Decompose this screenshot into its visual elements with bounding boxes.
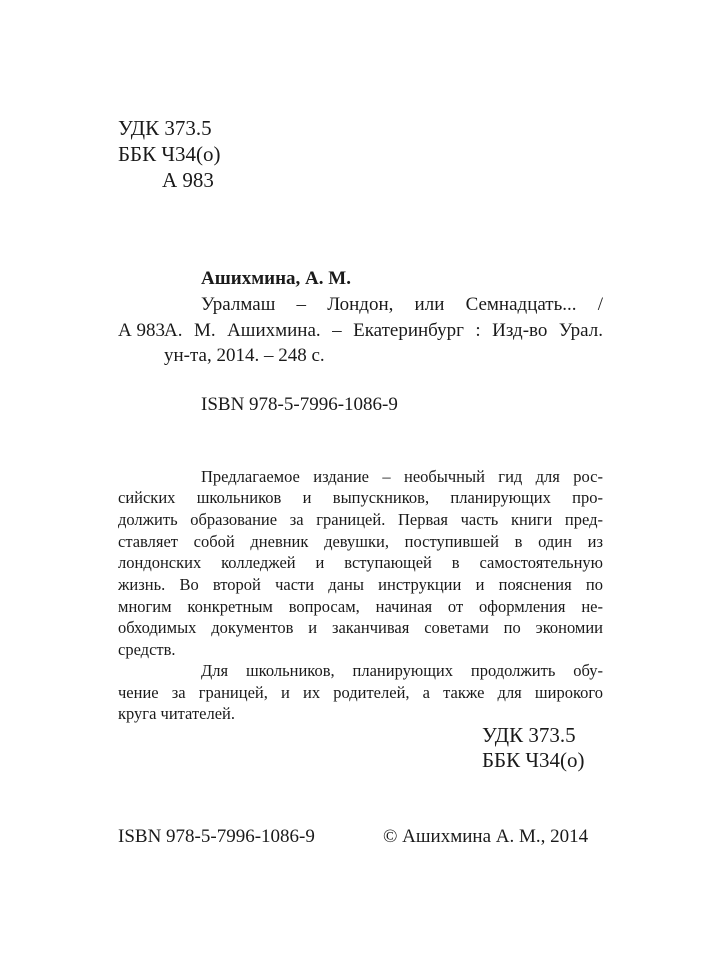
annotation-line: лондонских колледжей и вступающей в самостоятельную	[118, 553, 603, 572]
bib-title-line: Уралмаш – Лондон, или Семнадцать... /	[201, 294, 603, 315]
annotation-line: средств.	[118, 640, 176, 659]
udk-code-bottom: УДК 373.5	[482, 723, 576, 747]
annotation-line: Предлагаемое издание – необычный гид для рос-	[201, 467, 603, 486]
bib-author: Ашихмина, А. М.	[201, 268, 351, 289]
author-mark-top: А 983	[162, 168, 214, 192]
annotation-line: многим конкретным вопросам, начиная от оформления не-	[118, 597, 603, 616]
udk-code-top: УДК 373.5	[118, 116, 212, 140]
copyright-notice: © Ашихмина А. М., 2014	[383, 826, 589, 847]
annotation-line: ставляет собой дневник девушки, поступившей в один из	[118, 532, 603, 551]
annotation-line: жизнь. Во второй части даны инструкции и пояснения по	[118, 575, 603, 594]
annotation-line: круга читателей.	[118, 704, 235, 723]
bottom-isbn: ISBN 978-5-7996-1086-9	[118, 826, 315, 847]
bib-isbn: ISBN 978-5-7996-1086-9	[201, 394, 398, 415]
annotation-line: Для школьников, планирующих продолжить обу-	[201, 661, 603, 680]
bib-year-pages: ун-та, 2014. – 248 с.	[164, 345, 325, 366]
annotation-line: чение за границей, и их родителей, а также для широкого	[118, 683, 603, 702]
bib-publisher-line: А. М. Ашихмина. – Екатеринбург : Изд-во Урал.	[164, 320, 603, 341]
bbk-code-bottom: ББК Ч34(о)	[482, 748, 585, 772]
annotation-line: должить образование за границей. Первая часть книги пред-	[118, 510, 603, 529]
bib-author-mark: А 983	[118, 320, 165, 341]
annotation-line: сийских школьников и выпускников, планирующих про-	[118, 488, 603, 507]
bbk-code-top: ББК Ч34(о)	[118, 142, 221, 166]
annotation-line: обходимых документов и заканчивая советами по экономии	[118, 618, 603, 637]
